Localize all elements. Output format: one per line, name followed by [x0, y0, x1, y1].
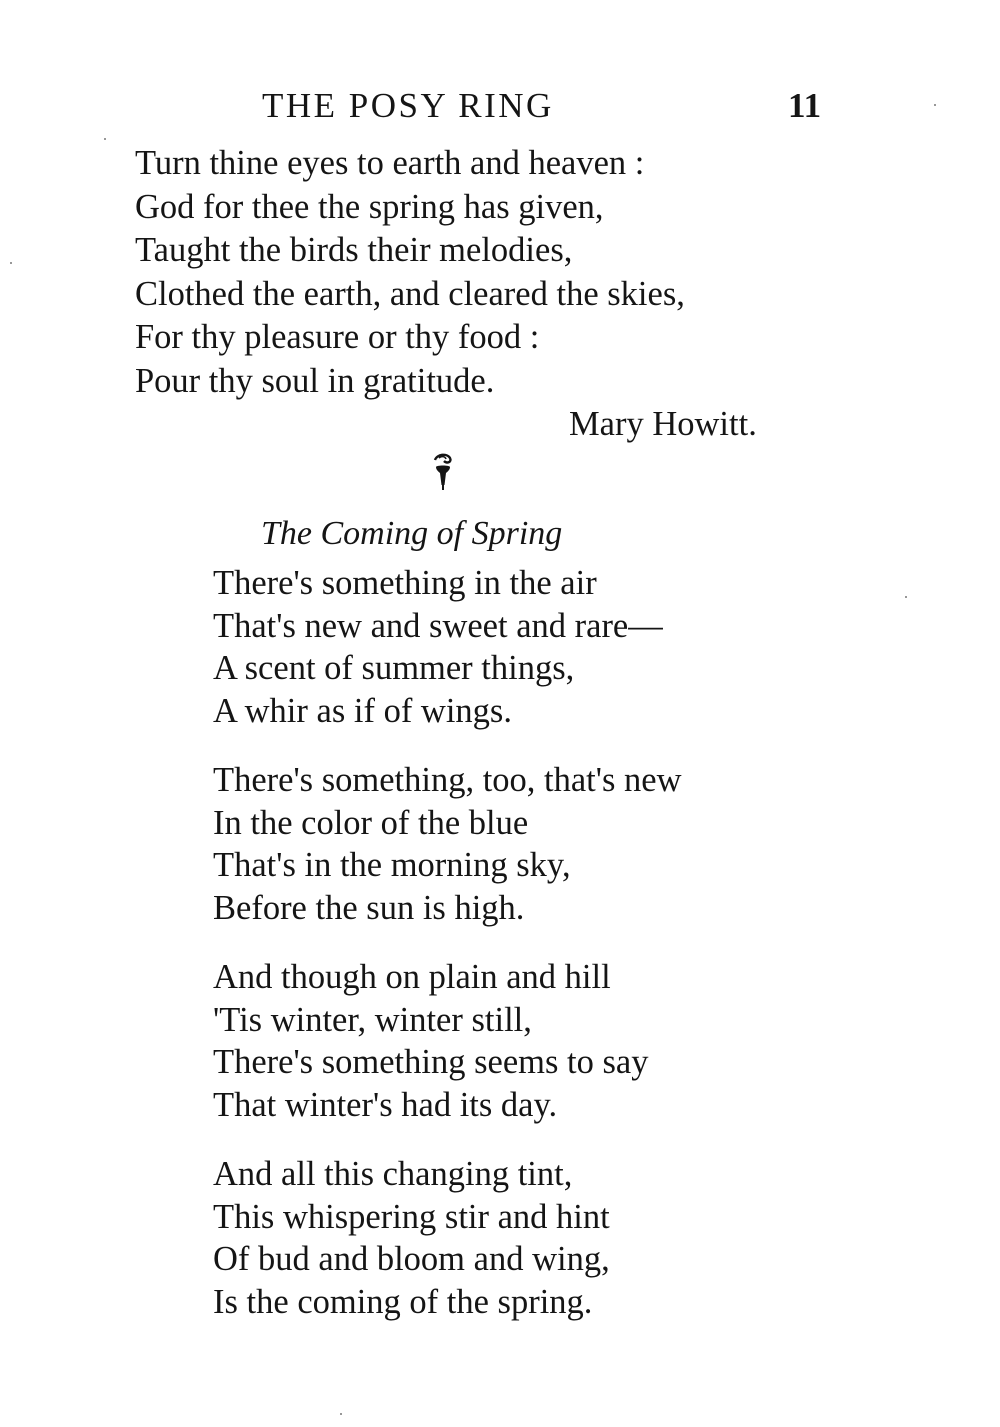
poem-title: The Coming of Spring	[261, 515, 563, 552]
running-title: THE POSY RING	[262, 86, 554, 125]
verse-line: Taught the birds their melodies,	[135, 231, 573, 269]
verse-line: For thy pleasure or thy food :	[135, 318, 540, 356]
poem-line: That winter's had its day.	[213, 1085, 558, 1124]
poem-line: There's something in the air	[213, 564, 597, 602]
poem-line: There's something, too, that's new	[213, 761, 682, 799]
scan-speck	[104, 138, 106, 140]
poem-line: In the color of the blue	[213, 803, 529, 842]
verse-line: God for thee the spring has given,	[135, 187, 604, 226]
poem-line: This whispering stir and hint	[213, 1197, 610, 1236]
scan-speck	[340, 1413, 342, 1415]
poem-line: Of bud and bloom and wing,	[213, 1240, 610, 1278]
poem-body	[213, 562, 682, 1350]
author-attribution: Mary Howitt.	[569, 405, 757, 443]
stanza	[213, 1153, 682, 1323]
stanza	[213, 562, 682, 732]
scan-speck	[934, 104, 936, 106]
poem-line: 'Tis winter, winter still,	[213, 1000, 532, 1039]
previous-poem-ending	[135, 142, 685, 403]
verse-line: Pour thy soul in gratitude.	[135, 361, 495, 400]
poem-line: A whir as if of wings.	[213, 691, 512, 730]
poem-line: There's something seems to say	[213, 1043, 649, 1081]
poem-line: Before the sun is high.	[213, 888, 525, 927]
stanza	[213, 759, 682, 929]
poem-line: And all this changing tint,	[213, 1155, 573, 1193]
page-number: 11	[788, 86, 822, 125]
scan-speck	[10, 262, 12, 264]
poem-line: That's new and sweet and rare—	[213, 606, 663, 645]
poem-line: That's in the morning sky,	[213, 846, 571, 884]
poem-line: Is the coming of the spring.	[213, 1282, 593, 1321]
fleuron-icon	[431, 452, 455, 492]
verse-line: Clothed the earth, and cleared the skies,	[135, 274, 685, 313]
verse-line: Turn thine eyes to earth and heaven :	[135, 144, 645, 182]
stanza	[213, 956, 682, 1126]
scan-speck	[905, 596, 907, 598]
poem-line: And though on plain and hill	[213, 958, 611, 996]
poem-line: A scent of summer things,	[213, 649, 575, 687]
